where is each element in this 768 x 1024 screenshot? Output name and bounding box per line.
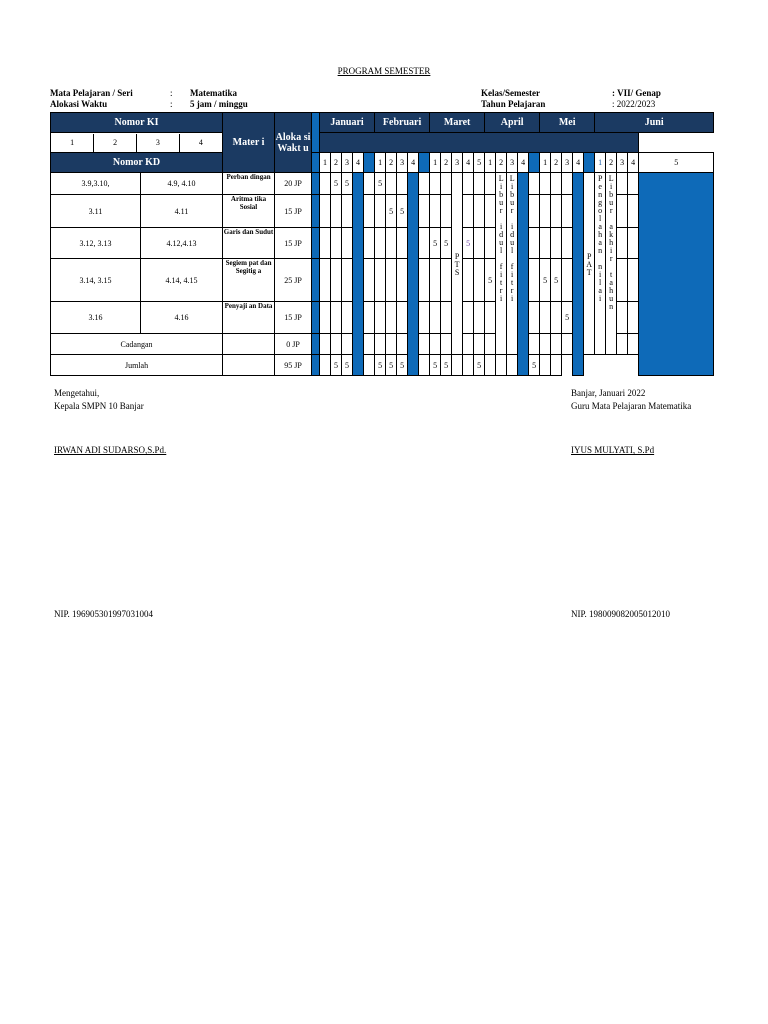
month-mei: Mei (540, 113, 595, 133)
juni-week5-block (639, 173, 714, 376)
schedule-cell: 5 (342, 355, 353, 376)
schedule-cell (441, 173, 452, 195)
header-alokasi: Aloka si Wakt u (275, 113, 312, 173)
schedule-cell (364, 173, 375, 195)
alokasi-value: 5 jam / minggu (190, 99, 248, 109)
schedule-cell (463, 334, 474, 355)
tahun-label: Tahun Pelajaran (481, 99, 546, 109)
week-number: 1 (430, 153, 441, 173)
schedule-cell (386, 334, 397, 355)
pts-vertical-label (452, 173, 463, 355)
schedule-cell (540, 228, 551, 259)
spacer-cell (312, 113, 320, 153)
week-number: 2 (606, 153, 617, 173)
schedule-cell (463, 195, 474, 228)
schedule-cell (529, 302, 540, 334)
libur-idul-fitri-vertical-label-text: L i b u r i d u l f i t r i (509, 174, 515, 303)
schedule-cell (320, 228, 331, 259)
schedule-cell (331, 228, 342, 259)
schedule-cell (375, 302, 386, 334)
schedule-cell (375, 228, 386, 259)
alokasi-label: Alokasi Waktu (50, 99, 108, 109)
schedule-cell (419, 195, 430, 228)
pengolahan-nilai-vertical-label (595, 173, 606, 355)
mengetahui-text: Mengetahui, (54, 388, 100, 398)
week-number: 1 (540, 153, 551, 173)
month-juni: Juni (595, 113, 714, 133)
schedule-cell (441, 302, 452, 334)
jumlah-jp: 95 JP (275, 355, 312, 376)
alokasi-cell: 20 JP (275, 173, 312, 195)
schedule-cell: 5 (463, 228, 474, 259)
schedule-cell (617, 228, 628, 259)
month-april: April (485, 113, 540, 133)
schedule-cell (551, 195, 562, 228)
schedule-cell (617, 334, 628, 355)
schedule-cell (474, 334, 485, 355)
place-date-text: Banjar, Januari 2022 (571, 388, 646, 398)
week-separator (529, 153, 540, 173)
signature-left (54, 387, 144, 413)
schedule-cell (529, 173, 540, 195)
schedule-cell (529, 228, 540, 259)
schedule-cell (463, 302, 474, 334)
schedule-cell (474, 302, 485, 334)
schedule-cell: 5 (430, 228, 441, 259)
kd4-cell: 4.12,4.13 (141, 228, 223, 259)
materi-cell: Segiem pat dan Segitig a (223, 259, 275, 302)
program-semester-table (50, 112, 714, 376)
schedule-cell (342, 228, 353, 259)
left-signer-name: IRWAN ADI SUDARSO,S.Pd. (54, 445, 167, 455)
kd3-cell: 3.11 (51, 195, 141, 228)
schedule-cell (628, 302, 639, 334)
week-number: 4 (573, 153, 584, 173)
schedule-cell (540, 302, 551, 334)
schedule-cell (419, 355, 430, 376)
schedule-cell (551, 228, 562, 259)
schedule-cell (529, 334, 540, 355)
spacer-cell (312, 259, 320, 302)
schedule-cell (419, 228, 430, 259)
kepala-text: Kepala SMPN 10 Banjar (54, 401, 144, 411)
schedule-cell: 5 (331, 355, 342, 376)
schedule-cell (485, 195, 496, 228)
schedule-cell (419, 259, 430, 302)
schedule-cell (496, 355, 507, 376)
schedule-cell (617, 302, 628, 334)
schedule-cell (430, 173, 441, 195)
week-number: 5 (639, 153, 714, 173)
schedule-cell (397, 228, 408, 259)
schedule-cell (419, 302, 430, 334)
week-separator (408, 173, 419, 376)
schedule-cell (397, 334, 408, 355)
schedule-cell (331, 334, 342, 355)
schedule-cell (485, 355, 496, 376)
schedule-cell (562, 259, 573, 302)
table-row (51, 173, 714, 195)
week-number: 1 (375, 153, 386, 173)
month-maret: Maret (430, 113, 485, 133)
ki-2: 2 (94, 134, 137, 152)
alokasi-cell: 15 JP (275, 302, 312, 334)
week-number: 4 (518, 153, 529, 173)
week-number: 3 (397, 153, 408, 173)
schedule-cell: 5 (386, 355, 397, 376)
schedule-cell (463, 355, 474, 376)
schedule-cell (397, 173, 408, 195)
week-number: 2 (441, 153, 452, 173)
libur-akhir-tahun-vertical-label-text: L i b u r a k h i r t a h u n (608, 174, 614, 311)
schedule-cell (474, 259, 485, 302)
schedule-cell: 5 (331, 173, 342, 195)
schedule-cell (540, 173, 551, 195)
schedule-cell (364, 302, 375, 334)
kd3-cell: 3.12, 3.13 (51, 228, 141, 259)
mapel-value: Matematika (190, 88, 237, 98)
schedule-cell (364, 355, 375, 376)
schedule-cell (628, 173, 639, 195)
schedule-cell (628, 228, 639, 259)
materi-cell: Aritma tika Sosial (223, 195, 275, 228)
week-separator (584, 153, 595, 173)
schedule-cell (386, 302, 397, 334)
guru-text: Guru Mata Pelajaran Matematika (571, 401, 692, 411)
month-band (320, 133, 639, 153)
schedule-cell (419, 173, 430, 195)
alokasi-cell: 25 JP (275, 259, 312, 302)
schedule-cell (364, 334, 375, 355)
week-number: 3 (617, 153, 628, 173)
schedule-cell (430, 334, 441, 355)
schedule-cell (562, 195, 573, 228)
schedule-cell (562, 173, 573, 195)
schedule-cell (551, 302, 562, 334)
week-number: 1 (595, 153, 606, 173)
schedule-cell: 5 (485, 259, 496, 302)
schedule-cell (364, 228, 375, 259)
kelas-label: Kelas/Semester (481, 88, 540, 98)
schedule-cell (342, 334, 353, 355)
schedule-cell (397, 302, 408, 334)
schedule-cell: 5 (430, 355, 441, 376)
schedule-cell (375, 259, 386, 302)
schedule-cell: 5 (562, 302, 573, 334)
schedule-cell: 5 (397, 355, 408, 376)
schedule-cell (485, 302, 496, 334)
schedule-cell (342, 259, 353, 302)
kd4-cell: 4.14, 4.15 (141, 259, 223, 302)
left-signer-nip: NIP. 196905301997031004 (54, 609, 154, 619)
spacer-cell (312, 355, 320, 376)
week-separator (518, 173, 529, 376)
schedule-cell (485, 228, 496, 259)
week-number: 3 (507, 153, 518, 173)
week-number: 2 (496, 153, 507, 173)
schedule-cell (474, 228, 485, 259)
materi-cell: Garis dan Sudut (223, 228, 275, 259)
schedule-cell: 5 (474, 355, 485, 376)
spacer-cell (312, 228, 320, 259)
schedule-cell (397, 259, 408, 302)
kd3-cell: 3.9,3.10, (51, 173, 141, 195)
libur-idul-fitri-vertical-label (496, 173, 507, 355)
spacer-cell (312, 334, 320, 355)
schedule-cell (419, 334, 430, 355)
schedule-cell (320, 302, 331, 334)
week-number: 4 (463, 153, 474, 173)
ki-3: 3 (137, 134, 180, 152)
document-title: PROGRAM SEMESTER (337, 66, 431, 76)
cadangan-label: Cadangan (51, 334, 223, 355)
schedule-cell (529, 259, 540, 302)
kd3-cell: 3.14, 3.15 (51, 259, 141, 302)
spacer-cell (312, 195, 320, 228)
schedule-cell (562, 228, 573, 259)
schedule-cell (430, 259, 441, 302)
spacer-cell (312, 173, 320, 195)
libur-akhir-tahun-vertical-label (606, 173, 617, 355)
week-separator (353, 173, 364, 376)
colon-2: : (170, 99, 173, 109)
kelas-value: : VII/ Genap (612, 88, 661, 98)
schedule-cell (529, 195, 540, 228)
month-februari: Februari (375, 113, 430, 133)
schedule-cell (463, 173, 474, 195)
schedule-cell (331, 259, 342, 302)
week-number: 3 (562, 153, 573, 173)
schedule-cell: 5 (529, 355, 540, 376)
week-separator (364, 153, 375, 173)
schedule-cell (386, 173, 397, 195)
week-number: 3 (342, 153, 353, 173)
week-number: 1 (320, 153, 331, 173)
right-signer-name: IYUS MULYATI, S.Pd (571, 445, 655, 455)
schedule-cell (551, 173, 562, 195)
week-number: 4 (408, 153, 419, 173)
signature-right (571, 387, 691, 413)
jumlah-row (51, 355, 714, 376)
schedule-cell (441, 195, 452, 228)
schedule-cell (474, 173, 485, 195)
schedule-cell (364, 195, 375, 228)
schedule-cell (540, 195, 551, 228)
schedule-cell (617, 259, 628, 302)
pat-vertical-label (584, 173, 595, 355)
week-number: 4 (628, 153, 639, 173)
schedule-cell: 5 (551, 259, 562, 302)
schedule-cell (617, 173, 628, 195)
schedule-cell (375, 334, 386, 355)
schedule-cell (320, 355, 331, 376)
week-number: 2 (331, 153, 342, 173)
schedule-cell (452, 355, 463, 376)
alokasi-cell: 15 JP (275, 195, 312, 228)
month-januari: Januari (320, 113, 375, 133)
alokasi-cell: 15 JP (275, 228, 312, 259)
meta-values-left (190, 88, 248, 110)
schedule-cell (430, 302, 441, 334)
schedule-cell (364, 259, 375, 302)
week-separator (419, 153, 430, 173)
jumlah-materi (223, 355, 275, 376)
kd3-cell: 3.16 (51, 302, 141, 334)
week-separator (573, 173, 584, 376)
right-signer-nip: NIP. 198009082005012010 (571, 609, 671, 619)
libur-idul-fitri-vertical-label (507, 173, 518, 355)
schedule-cell (562, 334, 573, 355)
colon-1: : (170, 88, 173, 98)
schedule-cell: 5 (386, 195, 397, 228)
schedule-cell (342, 195, 353, 228)
meta-colons (170, 88, 173, 110)
week-number: 1 (485, 153, 496, 173)
kd4-cell: 4.9, 4.10 (141, 173, 223, 195)
ki-1: 1 (51, 134, 94, 152)
schedule-cell (331, 302, 342, 334)
schedule-cell (320, 173, 331, 195)
schedule-cell (463, 259, 474, 302)
header-materi: Mater i (223, 113, 275, 173)
libur-idul-fitri-vertical-label-text: L i b u r i d u l f i t r i (498, 174, 504, 303)
schedule-cell (540, 334, 551, 355)
week-number: 2 (386, 153, 397, 173)
meta-labels-left (50, 88, 133, 110)
kd4-cell: 4.16 (141, 302, 223, 334)
week-number: 3 (452, 153, 463, 173)
week-number: 4 (353, 153, 364, 173)
spacer-cell (312, 302, 320, 334)
schedule-cell (617, 195, 628, 228)
schedule-cell (320, 259, 331, 302)
schedule-cell (342, 302, 353, 334)
cadangan-materi (223, 334, 275, 355)
ki-4: 4 (198, 138, 203, 147)
tahun-value: : 2022/2023 (612, 99, 656, 109)
schedule-cell (375, 195, 386, 228)
schedule-cell (628, 334, 639, 355)
schedule-cell (386, 259, 397, 302)
schedule-cell: 5 (375, 355, 386, 376)
pts-vertical-label-text: P T S (454, 251, 460, 277)
pat-vertical-label-text: P A T (586, 251, 593, 277)
schedule-cell: 5 (441, 228, 452, 259)
schedule-cell (485, 334, 496, 355)
schedule-cell (430, 195, 441, 228)
spacer-cell (312, 153, 320, 173)
schedule-cell (386, 228, 397, 259)
schedule-cell (628, 259, 639, 302)
schedule-cell (551, 334, 562, 355)
meta-labels-right (481, 88, 545, 110)
kd4-cell: 4.11 (141, 195, 223, 228)
header-nomor-kd: Nomor KD (51, 153, 223, 173)
schedule-cell: 5 (375, 173, 386, 195)
schedule-cell (485, 173, 496, 195)
mapel-label: Mata Pelajaran / Seri (50, 88, 133, 98)
header-nomor-ki: Nomor KI (51, 113, 223, 133)
schedule-cell (540, 355, 551, 376)
materi-cell: Penyaji an Data (223, 302, 275, 334)
week-number: 5 (474, 153, 485, 173)
cadangan-jp: 0 JP (275, 334, 312, 355)
week-number: 2 (551, 153, 562, 173)
ki-numbers (51, 133, 223, 153)
schedule-cell (474, 195, 485, 228)
schedule-cell (441, 334, 452, 355)
jumlah-label: Jumlah (51, 355, 223, 376)
schedule-cell (551, 355, 562, 376)
schedule-cell: 5 (397, 195, 408, 228)
materi-cell: Perban dingan (223, 173, 275, 195)
schedule-cell: 5 (441, 355, 452, 376)
pengolahan-nilai-vertical-label-text: P e n g o l a h a n n i l a i (597, 174, 603, 303)
schedule-cell: 5 (540, 259, 551, 302)
schedule-cell (320, 195, 331, 228)
schedule-cell (628, 195, 639, 228)
schedule-cell: 5 (342, 173, 353, 195)
schedule-cell (331, 195, 342, 228)
meta-values-right (612, 88, 661, 110)
schedule-cell (507, 355, 518, 376)
schedule-cell (320, 334, 331, 355)
schedule-cell (441, 259, 452, 302)
